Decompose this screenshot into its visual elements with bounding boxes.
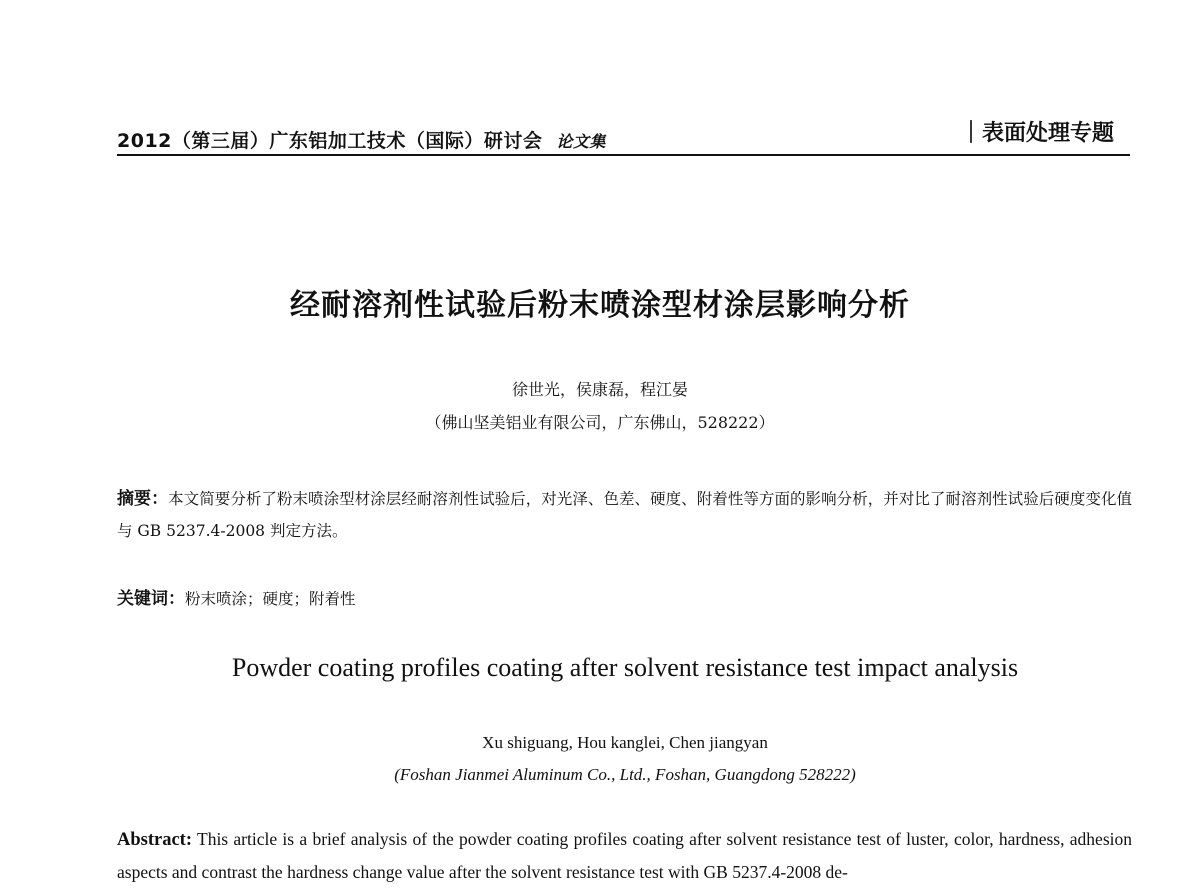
abstract-chinese bbox=[117, 483, 1132, 547]
authors-chinese: 徐世光，侯康磊，程江晏 bbox=[511, 380, 688, 399]
affiliation-english: (Foshan Jianmei Aluminum Co., Ltd., Foshan, Guangdong 528222) bbox=[394, 765, 856, 784]
journal-header-suffix: 论文集 bbox=[556, 132, 606, 151]
keywords-chinese bbox=[117, 584, 356, 609]
journal-header-text: 2012（第三届）广东铝加工技术（国际）研讨会 bbox=[117, 130, 543, 152]
abstract-english bbox=[117, 823, 1132, 888]
abstract-english-label: Abstract: bbox=[117, 830, 193, 850]
paper-title-english: Powder coating profiles coating after solvent resistance test impact analysis bbox=[231, 653, 1019, 682]
keywords-chinese-text: 粉末喷涂；硬度；附着性 bbox=[185, 590, 356, 608]
keywords-chinese-label: 关键词： bbox=[117, 589, 185, 609]
header-divider bbox=[117, 154, 1130, 156]
affiliation-chinese: （佛山坚美铝业有限公司，广东佛山，528222） bbox=[425, 413, 775, 432]
journal-header-title bbox=[117, 126, 606, 153]
abstract-english-text: This article is a brief analysis of the powder coating profiles coating after solvent resistance test of luster, color, hardness, adhesion aspects and contrast the hardness change value after the solvent resistance test with GB 5237.4-2008 de- bbox=[117, 829, 1132, 882]
section-label: ｜表面处理专题 bbox=[959, 121, 1114, 146]
authors-english: Xu shiguang, Hou kanglei, Chen jiangyan bbox=[482, 733, 768, 752]
abstract-chinese-label: 摘要： bbox=[117, 489, 169, 509]
paper-title-chinese: 经耐溶剂性试验后粉末喷涂型材涂层影响分析 bbox=[290, 288, 910, 323]
abstract-chinese-text: 本文简要分析了粉末喷涂型材涂层经耐溶剂性试验后，对光泽、色差、硬度、附着性等方面的影响分析，并对比了耐溶剂性试验后硬度变化值与 GB 5237.4-2008 判定方法。 bbox=[117, 490, 1132, 540]
